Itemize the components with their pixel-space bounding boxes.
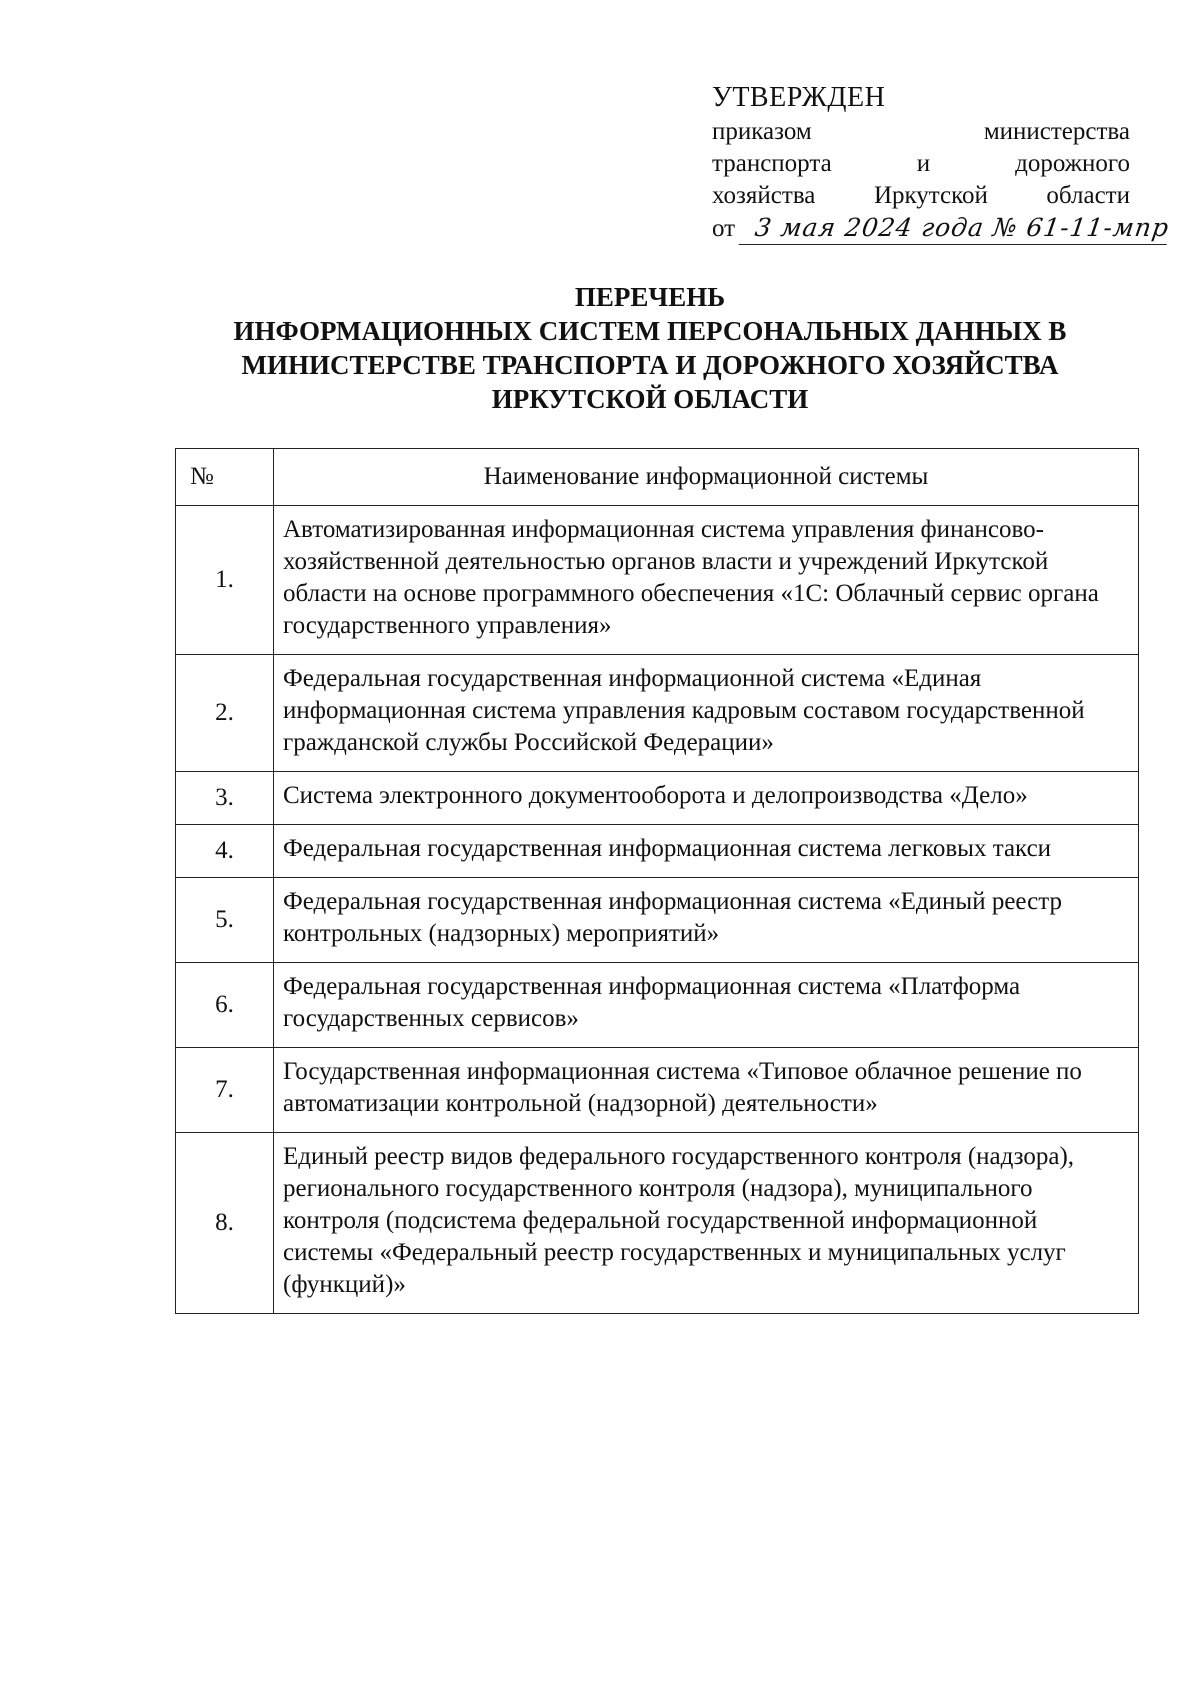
title-line-4: ИРКУТСКОЙ ОБЛАСТИ bbox=[491, 384, 809, 414]
title-line-1: ПЕРЕЧЕНЬ bbox=[574, 282, 726, 312]
title-line-3: МИНИСТЕРСТВЕ ТРАНСПОРТА И ДОРОЖНОГО ХОЗЯЙСТВА bbox=[241, 350, 1059, 380]
row-number: 5. bbox=[176, 878, 274, 963]
header-name: Наименование информационной системы bbox=[274, 449, 1139, 506]
approval-date-line bbox=[712, 212, 1172, 245]
table-row bbox=[176, 506, 1139, 655]
table-row bbox=[176, 655, 1139, 772]
row-number: 8. bbox=[176, 1133, 274, 1314]
table-row bbox=[176, 772, 1139, 825]
row-name: Федеральная государственная информационная система «Единый реестр контрольных (надзорных) мероприятий» bbox=[274, 878, 1139, 963]
row-name: Федеральная государственная информационная система «Платформа государственных сервисов» bbox=[274, 963, 1139, 1048]
row-number: 2. bbox=[176, 655, 274, 772]
systems-table-wrapper bbox=[175, 448, 1139, 1314]
table-row bbox=[176, 963, 1139, 1048]
approval-line-2: транспорта и дорожного bbox=[712, 150, 1130, 177]
approval-line-1: приказом министерства bbox=[712, 118, 1130, 145]
approval-from-label: от bbox=[712, 215, 736, 242]
document-title bbox=[150, 280, 1150, 416]
row-number: 4. bbox=[176, 825, 274, 878]
row-number: 3. bbox=[176, 772, 274, 825]
row-name: Единый реестр видов федерального государственного контроля (надзора), регионального государственного контроля (надзора), муниципального контроля (подсистема федеральной государственной информационной системы «Федеральный реестр государственных и муниципальных услуг (функций)» bbox=[274, 1133, 1139, 1314]
row-number: 6. bbox=[176, 963, 274, 1048]
row-name: Федеральная государственная информационной система «Единая информационная система управления кадровым составом государственной гражданской службы Российской Федерации» bbox=[274, 655, 1139, 772]
row-name: Система электронного документооборота и делопроизводства «Дело» bbox=[274, 772, 1139, 825]
table-row bbox=[176, 825, 1139, 878]
row-name: Государственная информационная система «Типовое облачное решение по автоматизации контрольной (надзорной) деятельности» bbox=[274, 1048, 1139, 1133]
table-row bbox=[176, 878, 1139, 963]
row-name: Автоматизированная информационная система управления финансово-хозяйственной деятельностью органов власти и учреждений Иркутской области на основе программного обеспечения «1С: Облачный сервис органа государственного управления» bbox=[274, 506, 1139, 655]
header-number: № bbox=[176, 449, 274, 506]
table-row bbox=[176, 1133, 1139, 1314]
approval-stamp bbox=[712, 82, 1172, 245]
handwritten-date-number: 3 мая 2024 года № 61-11-мпр bbox=[739, 212, 1172, 245]
systems-table bbox=[175, 448, 1139, 1314]
title-line-2: ИНФОРМАЦИОННЫХ СИСТЕМ ПЕРСОНАЛЬНЫХ ДАННЫХ В bbox=[233, 316, 1067, 346]
approval-line-3: хозяйства Иркутской области bbox=[712, 182, 1130, 209]
row-number: 7. bbox=[176, 1048, 274, 1133]
approval-heading: УТВЕРЖДЕН bbox=[712, 82, 886, 113]
row-number: 1. bbox=[176, 506, 274, 655]
table-row bbox=[176, 1048, 1139, 1133]
table-header-row bbox=[176, 449, 1139, 506]
row-name: Федеральная государственная информационная система легковых такси bbox=[274, 825, 1139, 878]
